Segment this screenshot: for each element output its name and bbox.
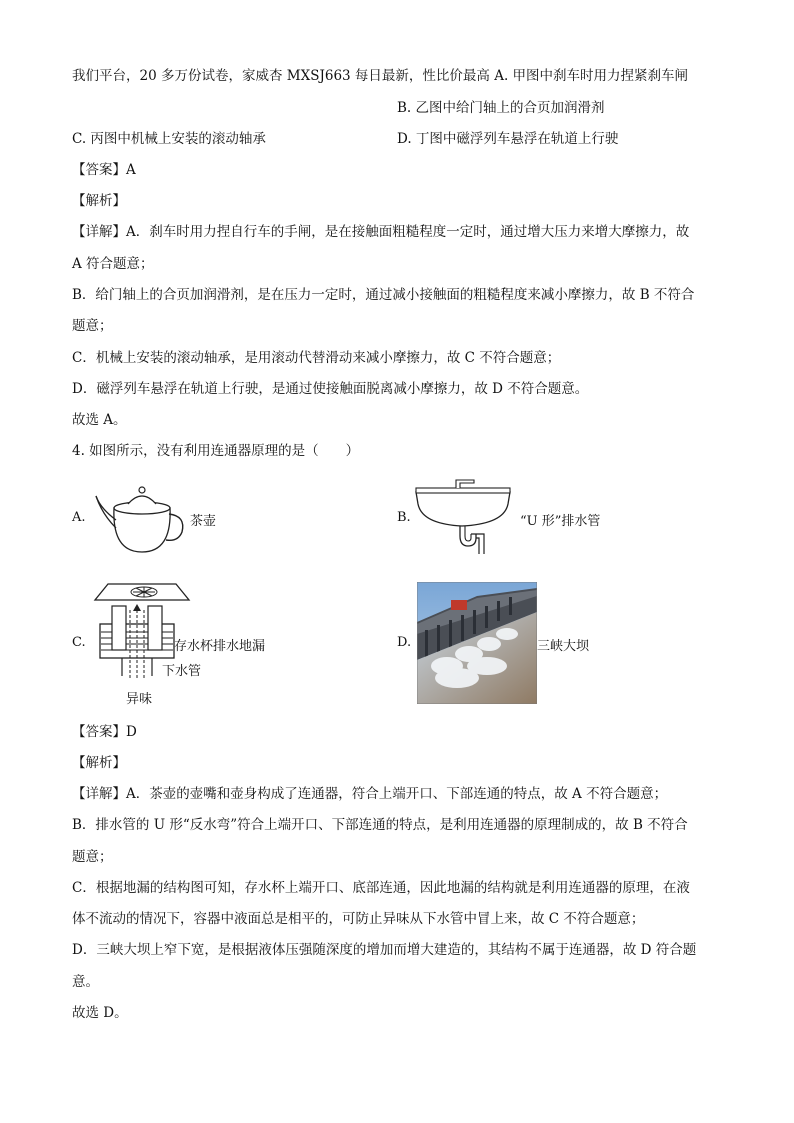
fig-c-label-pipe: 下水管	[162, 664, 202, 679]
fig-a-letter: A.	[72, 510, 86, 525]
option-d: D. 丁图中磁浮列车悬浮在轨道上行驶	[397, 131, 619, 147]
fig-d-caption: 三峡大坝	[537, 639, 590, 654]
option-b: B. 乙图中给门轴上的合页加润滑剂	[397, 100, 605, 116]
q3-detail-b-cont: 题意；	[72, 318, 113, 334]
q4-detail-c-cont: 体不流动的情况下，容器中液面总是相平的，可防止异味从下水管中冒上来，故 C 不符合题意；	[72, 911, 645, 927]
option-a-line: 我们平台，20 多万份试卷，家威杏 MXSJ663 每日最新，性比价最高 A. 甲图中刹车时用力捏紧刹车闸	[72, 68, 689, 84]
q3-choice: 故选 A。	[72, 412, 127, 428]
fig-c-label-odor: 异味	[126, 692, 153, 707]
q4-stem: 4. 如图所示，没有利用连通器原理的是（ ）	[72, 443, 360, 459]
q4-detail-b: B．排水管的 U 形“反水弯”符合上端开口、下部连通的特点，是利用连通器的原理制成的，故 B 不符合	[72, 817, 688, 833]
fig-b-letter: B.	[397, 510, 411, 525]
fig-c-label-drain: 存水杯排水地漏	[174, 639, 266, 654]
q3-detail-c: C．机械上安装的滚动轴承，是用滚动代替滑动来减小摩擦力，故 C 不符合题意；	[72, 350, 561, 366]
q3-answer: 【答案】A	[72, 162, 136, 178]
teapot-illustration	[92, 478, 187, 558]
fig-a-caption: 茶壶	[190, 514, 217, 529]
q4-detail-d: D．三峡大坝上窄下宽，是根据液体压强随深度的增加而增大建造的，其结构不属于连通器，故 D 符合题	[72, 942, 697, 958]
q4-choice: 故选 D。	[72, 1005, 128, 1021]
q4-answer: 【答案】D	[72, 724, 137, 740]
q4-detail-a: 【详解】A．茶壶的壶嘴和壶身构成了连通器，符合上端开口、下部连通的特点，故 A 不符合题意；	[72, 786, 668, 802]
fig-c-letter: C.	[72, 635, 86, 650]
q4-analysis-heading: 【解析】	[72, 755, 126, 771]
q3-detail-a: 【详解】A．刹车时用力捏自行车的手闸，是在接触面粗糙程度一定时，通过增大压力来增大摩擦力，故	[72, 224, 690, 240]
fig-d-letter: D.	[397, 635, 412, 650]
q4-detail-b-cont: 题意；	[72, 849, 113, 865]
q3-analysis-heading: 【解析】	[72, 193, 126, 209]
q4-detail-c: C．根据地漏的结构图可知，存水杯上端开口、底部连通，因此地漏的结构就是利用连通器的原理，在液	[72, 880, 690, 896]
q3-detail-d: D．磁浮列车悬浮在轨道上行驶，是通过使接触面脱离减小摩擦力，故 D 不符合题意。	[72, 381, 589, 397]
q3-detail-a-cont: A 符合题意；	[72, 256, 154, 272]
sink-u-drain-illustration	[412, 474, 514, 556]
option-c: C. 丙图中机械上安装的滚动轴承	[72, 131, 266, 147]
q3-detail-b: B．给门轴上的合页加润滑剂，是在压力一定时，通过减小接触面的粗糙程度来减小摩擦力，故 B 不符合	[72, 287, 695, 303]
fig-b-caption: “U 形”排水管	[520, 514, 601, 529]
q4-detail-d-cont: 意。	[72, 974, 99, 990]
three-gorges-dam-photo	[417, 582, 537, 704]
